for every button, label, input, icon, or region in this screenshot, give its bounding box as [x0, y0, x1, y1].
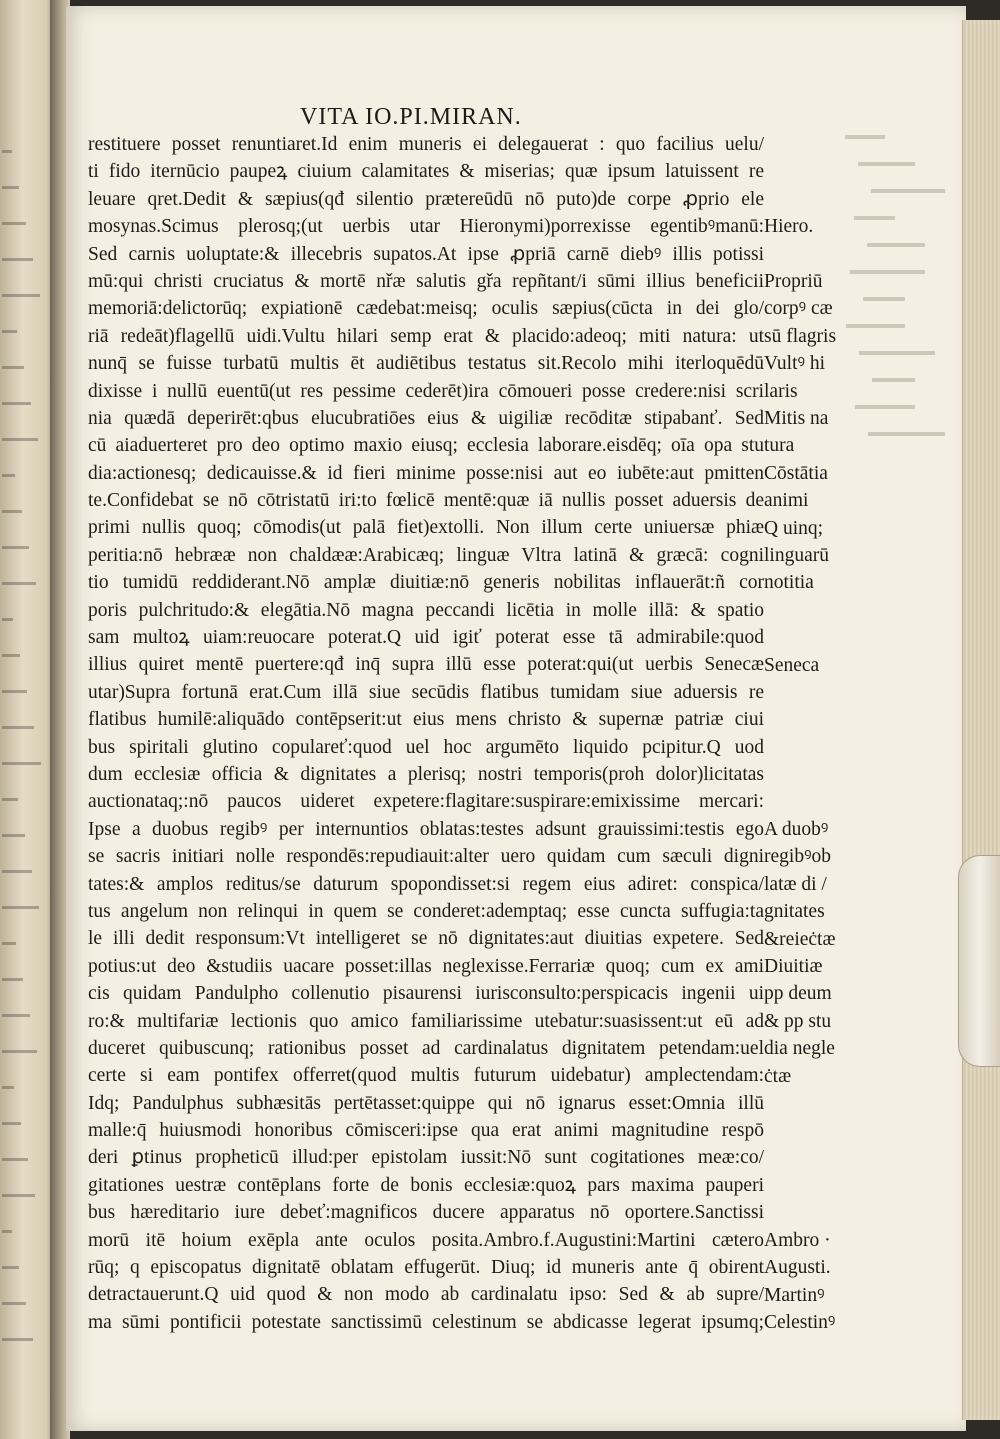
facing-page-mark	[2, 870, 32, 873]
margin-note: Ambro ·	[764, 1230, 831, 1251]
facing-page-mark	[2, 330, 17, 333]
text-line: malle:q̄ huiusmodi honoribus cōmisceri:ipse qua erat animi magnitudine respō	[88, 1120, 764, 1142]
text-line: sam multoꝝ uiam:reuocare poterat.Q uid igiť poterat esse tā admirabile:quod	[88, 627, 764, 649]
text-line: tio tumidū reddiderant.Nō amplæ diuitiæ:nō generis nobilitas inflauerāt:ñ cor	[88, 572, 764, 594]
text-line: leuare qret.Dedit & sæpius(qđ silentio prætereūdū nō puto)de corpe ꝓprio ele	[88, 188, 764, 210]
text-line: se sacris initiari nolle respondēs:repudiauit:alter uero quidam cum sæculi digni	[88, 846, 764, 868]
facing-page-mark	[2, 438, 38, 441]
text-line: certe si eam pontifex offerret(quod multis futurum uidebatur) amplectendam:	[88, 1065, 764, 1087]
running-header: VITA IO.PI.MIRAN.	[300, 104, 522, 130]
facing-page-mark	[2, 906, 39, 909]
margin-note: Seneca	[764, 654, 820, 676]
margin-note: regibꝰob	[764, 846, 832, 868]
facing-page-mark	[2, 402, 31, 405]
text-line: dia:actionesq; dedicauisse.& id fieri minime posse:nisi aut eo iubēte:aut pmitten	[88, 462, 764, 484]
bleed-mark	[850, 270, 925, 274]
bleed-mark	[846, 324, 905, 328]
margin-note: laris	[764, 380, 798, 402]
text-line: potius:ut deo &studiis uacare posset:illas neglexisse.Ferrariæ quoq; cum ex ami	[88, 955, 764, 977]
facing-page-mark	[2, 798, 18, 801]
facing-page-mark	[2, 258, 33, 261]
text-line: le illi dedit responsum:Vt intelligeret se nō dignitates:aut diuitias expetere. Sed	[88, 928, 764, 950]
facing-page-mark	[2, 1302, 26, 1305]
facing-page-mark	[2, 510, 22, 513]
margin-note: & pp stu	[764, 1010, 832, 1032]
facing-page-mark	[2, 150, 12, 153]
text-line: riā redeāt)flagellū uidi.Vultu hilari semp erat & placido:adeoq; miti natura: ut	[88, 325, 764, 347]
facing-page-mark	[2, 582, 36, 585]
margin-note: dia negle	[764, 1038, 835, 1060]
bleed-mark	[868, 432, 945, 436]
margin-note: Vultꝰ hi	[764, 353, 825, 375]
text-line: rūq; q episcopatus dignitatē oblatam effugerūt. Diuq; id muneris ante q̄ obirent	[88, 1257, 764, 1279]
margin-note: Cōstātia	[764, 462, 828, 484]
facing-page-mark	[2, 834, 25, 837]
bleed-mark	[845, 135, 885, 139]
facing-page-mark	[2, 546, 29, 549]
text-line: tates:& amplos reditus/se daturum spopondisset:si regem eius adiret: conspica/	[88, 873, 764, 895]
text-line: te.Confidebat se nō cōtristatū iri:to fœlicē mentē:quæ iā nullis posset aduersis de	[88, 490, 764, 512]
facing-page-mark	[2, 1338, 33, 1341]
text-line: gitationes uestræ contēplans forte de bonis ecclesiæ:quoꝝ pars maxima pauperi	[88, 1174, 764, 1196]
margin-note: Diuitiæ	[764, 956, 823, 977]
facing-page-mark	[2, 942, 16, 945]
facing-page-mark	[2, 474, 15, 477]
text-line: primi nullis quoq; cōmodis(ut palā fiet)extolli. Non illum certe uniuersæ phiæ	[88, 517, 764, 539]
margin-note: linguarū	[764, 545, 829, 566]
margin-note: notitia	[764, 572, 814, 594]
page-stack-edges	[962, 20, 1000, 1420]
margin-note: pp deum	[764, 983, 832, 1005]
facing-page-mark	[2, 186, 19, 189]
margin-note: &reieċtæ	[764, 928, 836, 950]
text-line: detractauerunt.Q uid quod & non modo ab cardinalatu ipso: Sed & ab supre/	[88, 1284, 764, 1306]
margin-note: Augusti.	[764, 1257, 831, 1279]
text-line: tus angelum non relinqui in quem se conderet:ademptaq; esse cuncta suffugia:ta	[88, 900, 764, 922]
margin-note: gnitates	[764, 901, 825, 923]
facing-page-mark	[2, 222, 26, 225]
text-line: cū aiaduerteret pro deo optimo maxio eiusq; ecclesia laborare.eisdēq; oīa opa stu	[88, 435, 764, 457]
margin-note: A duobꝰ	[764, 819, 829, 840]
bleed-mark	[863, 297, 905, 301]
text-column	[88, 131, 764, 1336]
text-line: bus spiritali glutino copulareť:quod uel hoc argumēto liquido pcipitur.Q uod	[88, 736, 764, 758]
text-line: dum ecclesiæ officia & dignitates a plerisq; nostri temporis(proh dolor)licitatas	[88, 763, 764, 785]
facing-page-mark	[2, 1014, 30, 1017]
margin-note: corpꝰ cæ	[764, 298, 833, 320]
facing-page-mark	[2, 726, 34, 729]
text-line: Idq; Pandulphus subhæsitās pertētasset:quippe qui nō ignarus esset:Omnia illū	[88, 1092, 764, 1114]
facing-page-mark	[2, 978, 23, 981]
margin-note: tura	[764, 435, 795, 457]
text-line: peritia:nō hebrææ non chaldææ:Arabicæq; linguæ Vltra latinā & græcā: cogni	[88, 544, 764, 566]
facing-page-mark	[2, 366, 24, 369]
bleed-mark	[854, 216, 895, 220]
margin-note: Mitis na	[764, 408, 829, 429]
text-line: ro:& multifariæ lectionis quo amico familiarissime utebatur:suasissent:ut eū ad	[88, 1010, 764, 1032]
facing-page-mark	[2, 1266, 19, 1269]
bookmark-tab	[958, 855, 1000, 1067]
text-line: mosynas.Scimus plerosq;(ut uerbis utar Hieronymi)porrexisse egentibꝰmanū:	[88, 216, 764, 238]
text-line: bus hæreditario iure debeť:magnificos ducere apparatus nō oportere.Sanctissi	[88, 1202, 764, 1224]
margin-note: Hiero.	[764, 216, 814, 238]
margin-note: Martinꝰ	[764, 1284, 825, 1306]
margin-note: latæ di /	[764, 873, 827, 895]
facing-page-mark	[2, 1158, 28, 1161]
facing-page-mark	[2, 654, 20, 657]
margin-note: Celestinꝰ	[764, 1312, 836, 1334]
text-line: ma sūmi pontificii potestate sanctissimū celestinum se abdicasse legerat ipsumq;	[88, 1311, 764, 1333]
text-line: dixisse i nullū euentū(ut res pessime cederēt)ira cōmoueri posse credere:nisi scri	[88, 380, 764, 402]
text-line: mū:qui christi cruciatus & mortē nřæ salutis gřa repñtant/i sūmi illius beneficii	[88, 270, 764, 292]
margin-note: ċtæ	[764, 1065, 792, 1087]
text-line: auctionataq;:nō paucos uideret expetere:flagitare:suspirare:emixissime mercari:	[88, 791, 764, 813]
bleed-mark	[872, 378, 915, 382]
facing-page-mark	[2, 1086, 14, 1089]
text-line: cis quidam Pandulpho collenutio pisaurensi iurisconsulto:perspicacis ingenii ui	[88, 983, 764, 1005]
bleed-mark	[855, 405, 915, 409]
bleed-mark	[858, 162, 915, 166]
margin-note: sū flagris	[764, 325, 837, 347]
text-line: nia quædā deperirēt:qbus elucubratiōes eius & uigiliæ recōditæ stipabanť. Sed	[88, 407, 764, 429]
facing-page-mark	[2, 762, 41, 765]
text-line: nunq̄ se fuisse turbatū multis ēt audiētibus testatus sit.Recolo mihi iterloquēdū	[88, 353, 764, 375]
text-line: flatibus humilē:aliquādo contēpserit:ut eius mens christo & supernæ patriæ ciui	[88, 709, 764, 731]
facing-page-mark	[2, 690, 27, 693]
facing-page-mark	[2, 1230, 12, 1233]
margin-note: animi	[764, 490, 809, 512]
bleed-mark	[871, 189, 945, 193]
text-line: illius quiret mentē puertere:qđ inq̄ supra illū esse poterat:qui(ut uerbis Senecæ	[88, 654, 764, 676]
facing-page-mark	[2, 294, 40, 297]
margin-note: Propriū	[764, 271, 823, 292]
bleed-mark	[867, 243, 925, 247]
text-line: utar)Supra fortunā erat.Cum illā siue secūdis flatibus tumidam siue aduersis re	[88, 681, 764, 703]
text-line: memoriā:delictorūq; expiationē cædebat:meisq; oculis sæpius(cūcta in dei glo/	[88, 298, 764, 320]
facing-page-mark	[2, 618, 13, 621]
text-line: restituere posset renuntiaret.Id enim muneris ei delegauerat : quo facilius uelu/	[88, 134, 764, 155]
text-line: Ipse a duobus regibꝰ per internuntios oblatas:testes adsunt grauissimi:testis ego	[88, 818, 764, 840]
bleed-mark	[859, 351, 935, 355]
text-line: Sed carnis uoluptate:& illecebris supatos.At ipse ꝓpriā carnē diebꝰ illis potissi	[88, 243, 764, 265]
facing-page-mark	[2, 1122, 21, 1125]
facing-page-mark	[2, 1194, 35, 1197]
bleed-through-text	[845, 112, 955, 436]
text-line: poris pulchritudo:& elegātia.Nō magna peccandi licētia in molle illā: & spatio	[88, 599, 764, 621]
text-line: ti fido iternūcio paupeꝝ ciuium calamitates & miserias; quæ ipsum latuissent re	[88, 161, 764, 183]
text-line: duceret quibuscunq; rationibus posset ad cardinalatus dignitatem petendam:uel	[88, 1037, 764, 1059]
text-line: morū itē hoium exēpla ante oculos posita.Ambro.f.Augustini:Martini cætero	[88, 1229, 764, 1251]
facing-page-mark	[2, 1050, 37, 1053]
text-line: deri ꝑtinus propheticū illud:per epistolam iussit:Nō sunt cogitationes meæ:co/	[88, 1147, 764, 1169]
margin-note: Q uinq;	[764, 517, 824, 539]
